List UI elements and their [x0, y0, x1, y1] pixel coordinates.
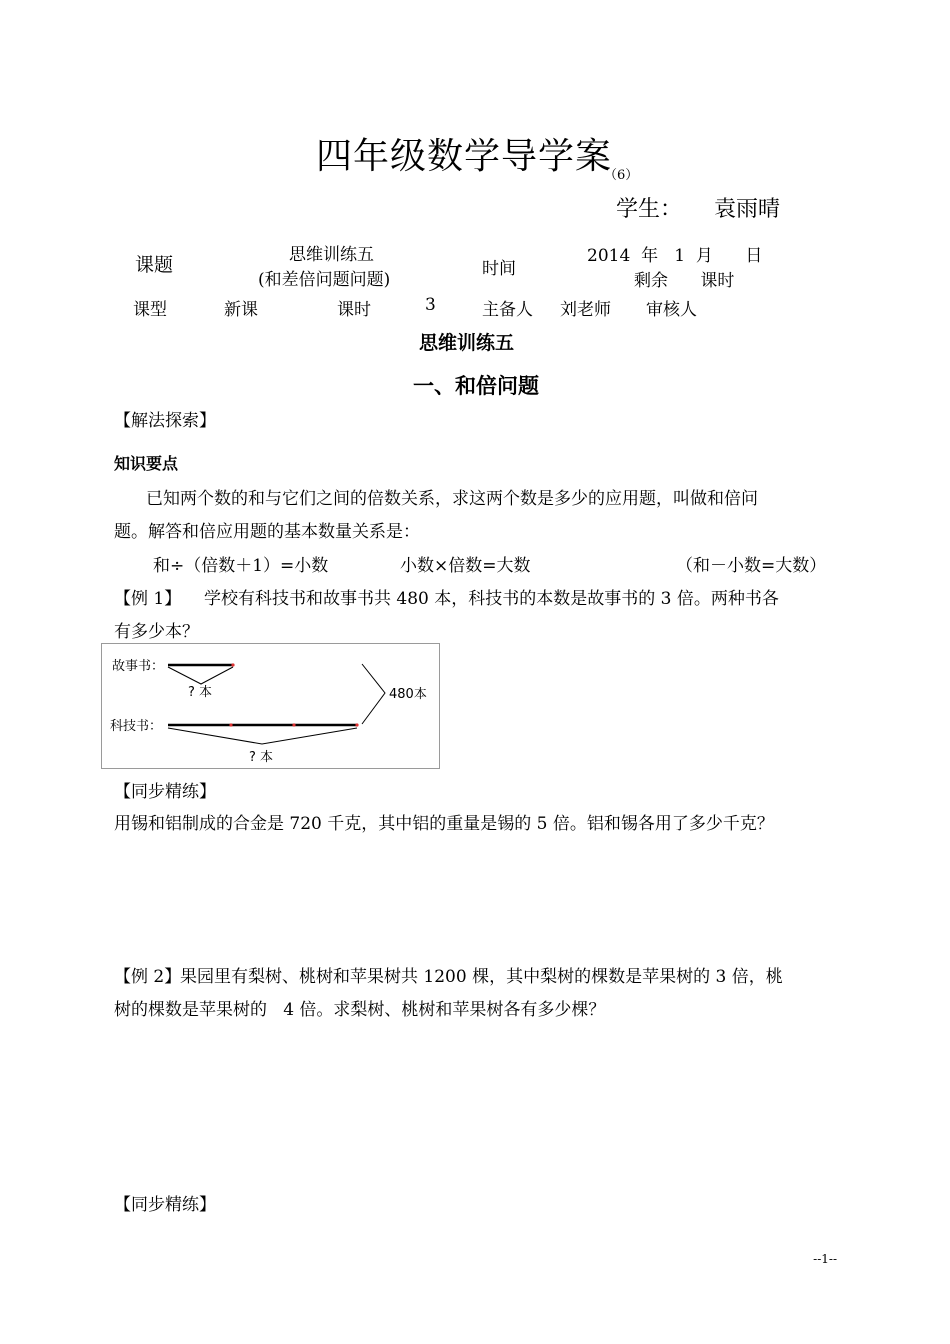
practice1-label: 【同步精练】 — [114, 782, 216, 802]
practice2-label: 【同步精练】 — [114, 1195, 216, 1215]
type-label: 课型 — [133, 300, 167, 320]
diagram-svg — [102, 644, 439, 768]
total-label: 480本 — [389, 687, 427, 702]
preparer-value: 刘老师 — [560, 300, 611, 320]
tech-book-label: 科技书： — [110, 719, 163, 734]
story-book-end-dot — [231, 663, 234, 666]
tech-book-question: ? 本 — [249, 750, 274, 765]
hours-value: 3 — [425, 295, 436, 315]
formula-2: 小数×倍数=大数 — [400, 556, 531, 576]
story-book-label: 故事书： — [112, 659, 165, 674]
topic-value-line1: 思维训练五 — [289, 245, 374, 265]
tech-book-division-1 — [229, 723, 232, 726]
tech-book-brace — [168, 728, 357, 744]
hours-label: 课时 — [337, 300, 371, 320]
example1-text-2: 有多少本？ — [114, 622, 199, 642]
time-date: 2014 年 1 月 日 — [587, 246, 763, 266]
tech-book-end-dot — [355, 723, 358, 726]
section-subheading: 一、和倍问题 — [413, 374, 539, 398]
example2-text-1: 果园里有梨树、桃树和苹果树共 1200 棵，其中梨树的棵数是苹果树的 3 倍，桃 — [180, 967, 783, 987]
reviewer-label: 审核人 — [646, 300, 697, 320]
tech-book-division-2 — [292, 723, 295, 726]
formula-3: （和－小数=大数） — [676, 556, 827, 576]
student-name: 袁雨晴 — [714, 197, 781, 222]
example2-label: 【例 2】 — [114, 967, 182, 987]
preparer-label: 主备人 — [482, 300, 533, 320]
knowledge-text-2: 题。解答和倍应用题的基本数量关系是： — [114, 522, 420, 542]
page-number: --1-- — [813, 1252, 837, 1266]
story-book-brace — [168, 667, 233, 684]
topic-label: 课题 — [135, 254, 174, 276]
practice1-text: 用锡和铝制成的合金是 720 千克，其中铝的重量是锡的 5 倍。铝和锡各用了多少千克？ — [114, 814, 774, 834]
formula-1: 和÷（倍数＋1）=小数 — [153, 556, 329, 576]
knowledge-heading: 知识要点 — [114, 454, 179, 473]
example1-label: 【例 1】 — [114, 589, 182, 609]
knowledge-text-1: 已知两个数的和与它们之间的倍数关系，求这两个数是多少的应用题，叫做和倍问 — [146, 489, 758, 509]
student-line — [616, 192, 780, 223]
time-remaining: 剩余 课时 — [634, 271, 735, 291]
type-value: 新课 — [224, 300, 258, 320]
example2-text-2: 树的棵数是苹果树的 4 倍。求梨树、桃树和苹果树各有多少棵？ — [114, 1000, 606, 1020]
total-brace — [362, 664, 385, 724]
topic-value-line2: (和差倍问题问题) — [258, 270, 391, 290]
method-label: 【解法探索】 — [114, 411, 216, 431]
issue-number: （6） — [604, 168, 639, 183]
line-segment-diagram — [101, 643, 440, 769]
section-heading: 思维训练五 — [419, 332, 515, 354]
story-book-question: ? 本 — [188, 685, 213, 700]
time-label: 时间 — [482, 259, 516, 279]
student-label: 学生： — [616, 197, 683, 222]
page-title: 四年级数学导学案 — [316, 136, 613, 177]
example1-text-1: 学校有科技书和故事书共 480 本，科技书的本数是故事书的 3 倍。两种书各 — [204, 589, 779, 609]
